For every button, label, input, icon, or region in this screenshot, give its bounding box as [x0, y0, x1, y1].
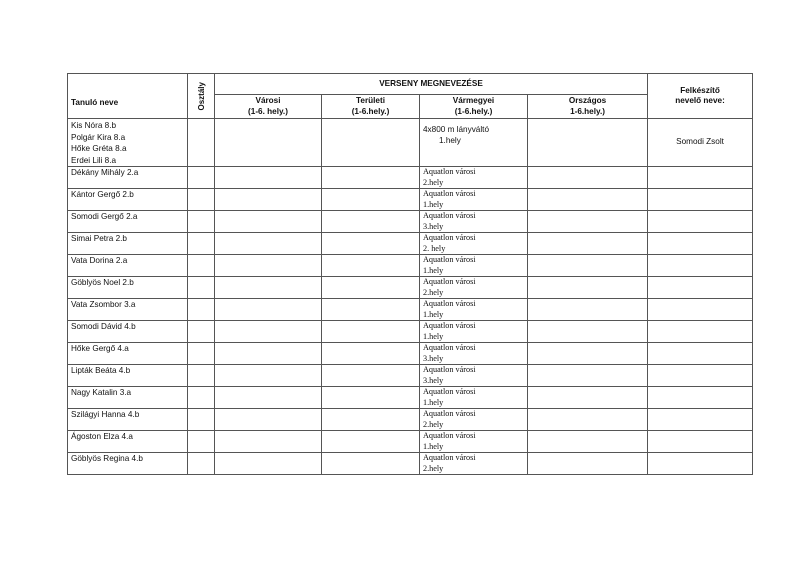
competition-name: Aquatlon városi: [423, 255, 476, 264]
city-result-cell: [215, 343, 322, 365]
competition-name: Aquatlon városi: [423, 277, 476, 286]
region-result-cell: [322, 277, 420, 299]
county-result-cell: [420, 189, 528, 211]
national-result-cell: [528, 431, 648, 453]
county-result-cell: [420, 299, 528, 321]
table-row: [68, 343, 753, 365]
county-result-cell: [420, 277, 528, 299]
county-result-cell: [420, 431, 528, 453]
county-result-cell: [420, 387, 528, 409]
student-name: Hőke Gergő 4.a: [68, 343, 188, 365]
national-result-cell: [528, 255, 648, 277]
city-level-title: Városi: [255, 96, 281, 105]
class-cell: [188, 365, 215, 387]
teacher-cell: [648, 233, 753, 255]
competition-name: Aquatlon városi: [423, 211, 476, 220]
table-row: [68, 167, 753, 189]
national-level-title: Országos: [568, 96, 607, 105]
teacher-cell: [648, 387, 753, 409]
national-result-cell: [528, 299, 648, 321]
student-name: Vata Dorina 2.a: [68, 255, 188, 277]
competition-results-table: [67, 73, 753, 475]
table-row: [68, 211, 753, 233]
student-name: Somodi Gergő 2.a: [68, 211, 188, 233]
table-row: [68, 409, 753, 431]
county-result-cell: [420, 321, 528, 343]
teacher-cell: [648, 299, 753, 321]
student-name-header: Tanuló neve: [68, 74, 188, 119]
competition-name: Aquatlon városi: [423, 409, 476, 418]
teacher-cell: [648, 453, 753, 475]
competition-name: Aquatlon városi: [423, 343, 476, 352]
city-result-cell: [215, 211, 322, 233]
results-sheet: [67, 73, 752, 475]
competition-name-header: VERSENY MEGNEVEZÉSE: [215, 74, 648, 95]
class-cell: [188, 387, 215, 409]
student-name: Ágoston Elza 4.a: [68, 431, 188, 453]
city-result-cell: [215, 431, 322, 453]
region-result-cell: [322, 387, 420, 409]
table-row: [68, 431, 753, 453]
class-cell: [188, 277, 215, 299]
county-result-cell: [420, 365, 528, 387]
student-name: Kántor Gergő 2.b: [68, 189, 188, 211]
competition-name: Aquatlon városi: [423, 431, 476, 440]
student-name: Somodi Dávid 4.b: [68, 321, 188, 343]
teacher-cell: [648, 343, 753, 365]
county-result-cell: [420, 409, 528, 431]
region-result-cell: [322, 167, 420, 189]
county-result-cell: [420, 233, 528, 255]
county-result-cell: [420, 343, 528, 365]
student-name: Lipták Beáta 4.b: [68, 365, 188, 387]
class-cell: [188, 167, 215, 189]
class-cell: [188, 189, 215, 211]
table-row: [68, 233, 753, 255]
class-cell: [188, 431, 215, 453]
national-level-header: [528, 95, 648, 119]
competition-place: 3.hely: [423, 353, 444, 363]
teacher-cell: [648, 167, 753, 189]
table-row: [68, 299, 753, 321]
competition-place: 1.hely: [423, 309, 444, 319]
student-name: Nagy Katalin 3.a: [68, 387, 188, 409]
student-name: Kis Nóra 8.b: [71, 121, 117, 130]
teacher-cell: [648, 409, 753, 431]
teacher-header: [648, 74, 753, 119]
competition-place: 3.hely: [423, 375, 444, 385]
region-result-cell: [322, 255, 420, 277]
competition-place: 2.hely: [423, 463, 444, 473]
student-name: Göblyös Noel 2.b: [68, 277, 188, 299]
region-level-header: [322, 95, 420, 119]
student-name: Szilágyi Hanna 4.b: [68, 409, 188, 431]
region-level-title: Területi: [356, 96, 385, 105]
region-result-cell: [322, 299, 420, 321]
student-name: Vata Zsombor 3.a: [68, 299, 188, 321]
student-name: Göblyös Regina 4.b: [68, 453, 188, 475]
competition-name: Aquatlon városi: [423, 167, 476, 176]
competition-name: Aquatlon városi: [423, 365, 476, 374]
teacher-cell: [648, 255, 753, 277]
class-header-label: Osztály: [196, 81, 206, 111]
national-result-cell: [528, 211, 648, 233]
competition-name: Aquatlon városi: [423, 189, 476, 198]
national-result-cell: [528, 321, 648, 343]
national-result-cell: [528, 189, 648, 211]
region-result-cell: [322, 343, 420, 365]
teacher-name: Somodi Zsolt: [648, 119, 753, 167]
city-result-cell: [215, 365, 322, 387]
relay-place: 1.hely: [439, 136, 461, 145]
region-result-cell: [322, 119, 420, 167]
results-body: [68, 119, 753, 475]
competition-place: 1.hely: [423, 397, 444, 407]
competition-place: 2.hely: [423, 177, 444, 187]
county-result-cell: [420, 453, 528, 475]
class-cell: [188, 119, 215, 167]
county-result-cell: [420, 119, 528, 167]
national-result-cell: [528, 409, 648, 431]
class-cell: [188, 343, 215, 365]
city-result-cell: [215, 453, 322, 475]
national-result-cell: [528, 365, 648, 387]
student-name: Simai Petra 2.b: [68, 233, 188, 255]
table-row: [68, 277, 753, 299]
teacher-cell: [648, 277, 753, 299]
city-result-cell: [215, 255, 322, 277]
table-row: [68, 255, 753, 277]
region-result-cell: [322, 409, 420, 431]
city-result-cell: [215, 409, 322, 431]
national-result-cell: [528, 277, 648, 299]
region-result-cell: [322, 365, 420, 387]
header-row-1: [68, 74, 753, 95]
competition-name: Aquatlon városi: [423, 453, 476, 462]
teacher-cell: [648, 189, 753, 211]
city-result-cell: [215, 119, 322, 167]
competition-place: 3.hely: [423, 221, 444, 231]
region-level-range: (1-6.hely.): [351, 106, 390, 116]
competition-place: 2. hely: [423, 243, 446, 253]
relay-event: 4x800 m lányváltó: [423, 125, 489, 134]
teacher-cell: [648, 365, 753, 387]
table-row: [68, 189, 753, 211]
student-name: Hőke Gréta 8.a: [71, 144, 127, 153]
competition-place: 1.hely: [423, 441, 444, 451]
region-result-cell: [322, 321, 420, 343]
national-result-cell: [528, 119, 648, 167]
student-name: Erdei Lili 8.a: [71, 155, 117, 165]
class-cell: [188, 211, 215, 233]
class-cell: [188, 233, 215, 255]
city-result-cell: [215, 299, 322, 321]
region-result-cell: [322, 211, 420, 233]
class-cell: [188, 321, 215, 343]
city-result-cell: [215, 167, 322, 189]
national-result-cell: [528, 343, 648, 365]
teacher-cell: [648, 431, 753, 453]
national-result-cell: [528, 387, 648, 409]
class-cell: [188, 255, 215, 277]
city-level-range: (1-6. hely.): [248, 106, 288, 116]
teacher-header-line2: nevelő neve:: [675, 96, 725, 105]
city-result-cell: [215, 321, 322, 343]
table-row: [68, 119, 753, 167]
table-row: [68, 387, 753, 409]
class-cell: [188, 299, 215, 321]
national-level-range: 1-6.hely.): [570, 106, 605, 116]
competition-place: 1.hely: [423, 199, 444, 209]
county-level-title: Vármegyei: [452, 96, 495, 105]
student-name-cell: [68, 119, 188, 167]
teacher-header-line1: Felkészítő: [680, 85, 720, 95]
competition-place: 1.hely: [423, 331, 444, 341]
region-result-cell: [322, 453, 420, 475]
class-cell: [188, 409, 215, 431]
city-result-cell: [215, 189, 322, 211]
region-result-cell: [322, 431, 420, 453]
table-row: [68, 321, 753, 343]
region-result-cell: [322, 233, 420, 255]
table-row: [68, 365, 753, 387]
teacher-cell: [648, 211, 753, 233]
county-result-cell: [420, 167, 528, 189]
student-name: Dékány Mihály 2.a: [68, 167, 188, 189]
national-result-cell: [528, 167, 648, 189]
competition-place: 1.hely: [423, 265, 444, 275]
county-level-header: [420, 95, 528, 119]
teacher-cell: [648, 321, 753, 343]
competition-place: 2.hely: [423, 419, 444, 429]
competition-name: Aquatlon városi: [423, 233, 476, 242]
national-result-cell: [528, 233, 648, 255]
national-result-cell: [528, 453, 648, 475]
county-result-cell: [420, 255, 528, 277]
competition-name: Aquatlon városi: [423, 387, 476, 396]
competition-place: 2.hely: [423, 287, 444, 297]
competition-name: Aquatlon városi: [423, 321, 476, 330]
table-row: [68, 453, 753, 475]
student-name: Polgár Kira 8.a: [71, 132, 126, 142]
city-result-cell: [215, 233, 322, 255]
region-result-cell: [322, 189, 420, 211]
city-result-cell: [215, 277, 322, 299]
county-level-range: (1-6.hely.): [454, 106, 493, 116]
city-result-cell: [215, 387, 322, 409]
class-cell: [188, 453, 215, 475]
city-level-header: [215, 95, 322, 119]
county-result-cell: [420, 211, 528, 233]
class-header: [188, 74, 215, 119]
competition-name: Aquatlon városi: [423, 299, 476, 308]
